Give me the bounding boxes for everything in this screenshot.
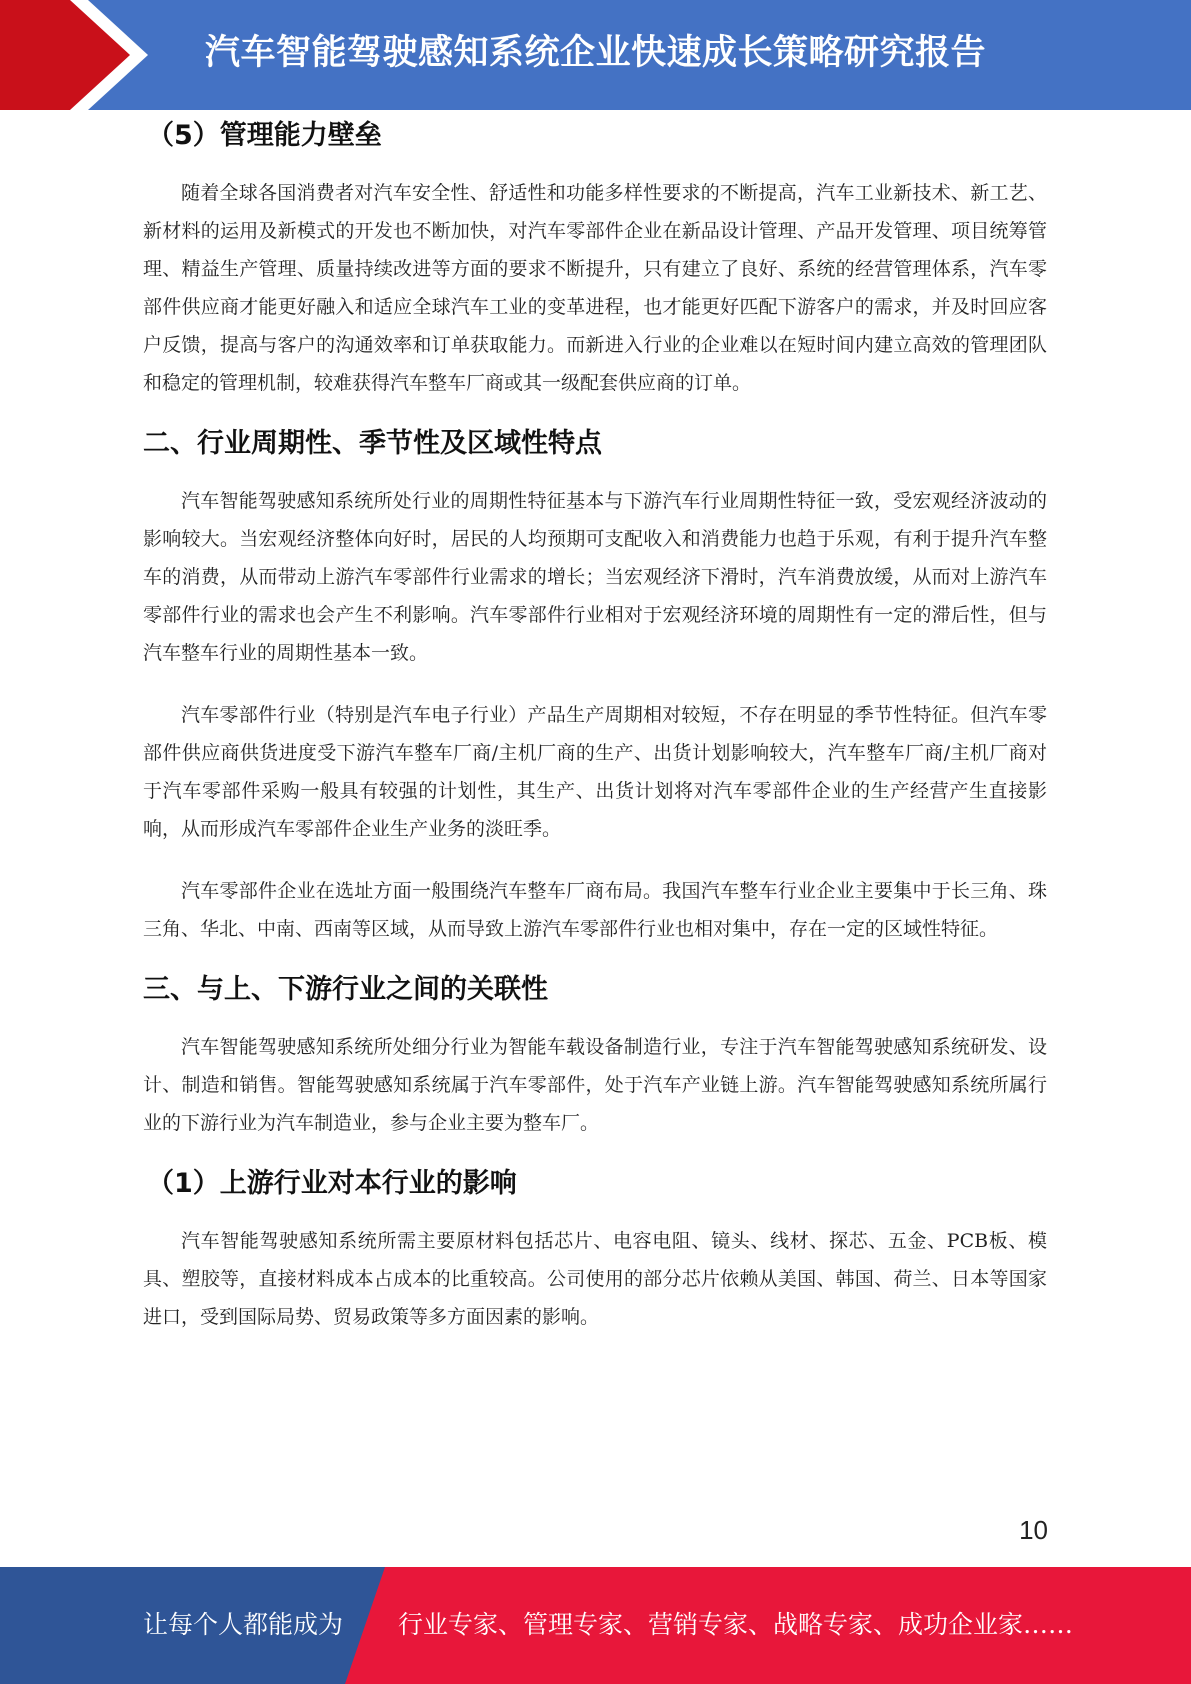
page-header bbox=[0, 0, 1191, 110]
section-heading: 三、与上、下游行业之间的关联性 bbox=[143, 974, 548, 1005]
body-paragraph: 汽车智能驾驶感知系统所需主要原材料包括芯片、电容电阻、镜头、线材、探芯、五金、PCB板、模具、塑胶等，直接材料成本占成本的比重较高。公司使用的部分芯片依赖从美国、韩国、荷兰、日本等国家进口，受到国际局势、贸易政策等多方面因素的影响。 bbox=[143, 1230, 1047, 1328]
section-heading: （1）上游行业对本行业的影响 bbox=[147, 1168, 517, 1199]
footer-slogan-right: 行业专家、管理专家、营销专家、战略专家、成功企业家…… bbox=[398, 1610, 1074, 1639]
body-paragraph: 汽车智能驾驶感知系统所处行业的周期性特征基本与下游汽车行业周期性特征一致，受宏观经济波动的影响较大。当宏观经济整体向好时，居民的人均预期可支配收入和消费能力也趋于乐观，有利于提升汽车整车的消费，从而带动上游汽车零部件行业需求的增长；当宏观经济下滑时，汽车消费放缓，从而对上游汽车零部件行业的需求也会产生不利影响。汽车零部件行业相对于宏观经济环境的周期性有一定的滞后性，但与汽车整车行业的周期性基本一致。 bbox=[143, 490, 1047, 664]
body-paragraph: 汽车零部件企业在选址方面一般围绕汽车整车厂商布局。我国汽车整车行业企业主要集中于长三角、珠三角、华北、中南、西南等区域，从而导致上游汽车零部件行业也相对集中，存在一定的区域性特征。 bbox=[143, 880, 1047, 940]
report-title: 汽车智能驾驶感知系统企业快速成长策略研究报告 bbox=[205, 33, 987, 73]
page-footer bbox=[0, 1567, 1191, 1684]
body-paragraph: 随着全球各国消费者对汽车安全性、舒适性和功能多样性要求的不断提高，汽车工业新技术、新工艺、新材料的运用及新模式的开发也不断加快，对汽车零部件企业在新品设计管理、产品开发管理、项目统筹管理、精益生产管理、质量持续改进等方面的要求不断提升，只有建立了良好、系统的经营管理体系，汽车零部件供应商才能更好融入和适应全球汽车工业的变革进程，也才能更好匹配下游客户的需求，并及时回应客户反馈，提高与客户的沟通效率和订单获取能力。而新进入行业的企业难以在短时间内建立高效的管理团队和稳定的管理机制，较难获得汽车整车厂商或其一级配套供应商的订单。 bbox=[143, 182, 1047, 394]
section-heading: （5）管理能力壁垒 bbox=[147, 120, 382, 151]
document-body bbox=[143, 118, 1047, 1336]
body-paragraph: 汽车智能驾驶感知系统所处细分行业为智能车载设备制造行业，专注于汽车智能驾驶感知系统研发、设计、制造和销售。智能驾驶感知系统属于汽车零部件，处于汽车产业链上游。汽车智能驾驶感知系统所属行业的下游行业为汽车制造业，参与企业主要为整车厂。 bbox=[143, 1036, 1047, 1134]
page-number: 10 bbox=[1019, 1515, 1048, 1545]
section-heading: 二、行业周期性、季节性及区域性特点 bbox=[143, 428, 602, 459]
body-paragraph: 汽车零部件行业（特别是汽车电子行业）产品生产周期相对较短，不存在明显的季节性特征。但汽车零部件供应商供货进度受下游汽车整车厂商/主机厂商的生产、出货计划影响较大，汽车整车厂商/主机厂商对于汽车零部件采购一般具有较强的计划性，其生产、出货计划将对汽车零部件企业的生产经营产生直接影响，从而形成汽车零部件企业生产业务的淡旺季。 bbox=[143, 704, 1047, 840]
footer-slogan-left: 让每个人都能成为 bbox=[143, 1610, 344, 1639]
